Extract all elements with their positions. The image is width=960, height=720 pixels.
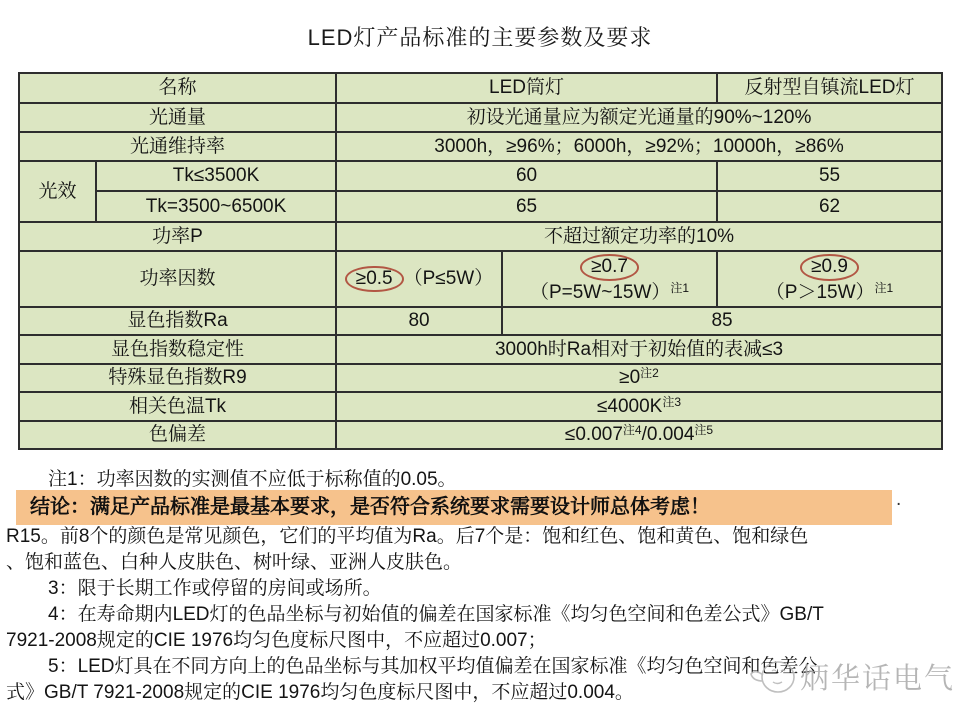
note-ref-3: 注3 [662,394,682,409]
table-row-cri [19,307,942,335]
note-ref-1: 注1 [874,280,894,295]
cell-flux-value: 初设光通量应为额定光通量的90%~120% [336,103,942,132]
covered-text-remnant: . [896,489,902,510]
table-row-name [19,73,942,103]
table-row-power-factor [19,251,942,307]
red-circle-annotation: ≥0.9 [800,254,859,281]
cell-efficacy-reflective-2: 62 [717,191,942,222]
cell-power-factor-label: 功率因数 [19,251,336,307]
red-circle-annotation: ≥0.5 [345,266,404,293]
watermark-text: 炳华话电气 [800,662,956,695]
red-circle-annotation: ≥0.7 [580,254,639,281]
table-row-cct [19,392,942,421]
cell-power-factor-3: ≥0.9 （P＞15W）$^{注1}$ [717,251,942,307]
cell-special-cri-value: ≥0$^{注2}$ [336,364,942,392]
led-standard-table [18,72,943,450]
note-2-r15-line-1: R15。前8个的颜色是常见颜色，它们的平均值为Ra。后7个是：饱和红色、饱和黄色、饱和绿色 [6,526,809,547]
note-ref-2: 注2 [640,366,659,381]
table-row-power [19,222,942,251]
table-row-flux-maintenance [19,132,942,161]
note-5-line-2: 式》GB/T 7921-2008规定的CIE 1976均匀色度标尺图中，不应超过0.004。 [6,682,634,703]
note-4-line-2: 7921-2008规定的CIE 1976均匀色度标尺图中，不应超过0.007； [6,630,547,651]
cell-cri-label: 显色指数Ra [19,307,336,335]
note-5-line-1: 5：LED灯具在不同方向上的色品坐标与其加权平均值偏差在国家标准《均匀色空间和色差公 [48,656,818,677]
cell-name-label: 名称 [19,73,336,103]
cell-efficacy-downlight-2: 65 [336,191,717,222]
table-row-special-cri [19,364,942,392]
cell-name-reflective-lamp: 反射型自镇流LED灯 [717,73,942,103]
cell-power-value: 不超过额定功率的10% [336,222,942,251]
note-ref-4: 注4 [622,423,642,438]
cell-efficacy-reflective-1: 55 [717,161,942,191]
cell-cct-label: 相关色温Tk [19,392,336,421]
cell-cct-value: ≤4000K$^{注3}$ [336,392,942,421]
cell-maintenance-label: 光通维持率 [19,132,336,161]
table-row-efficacy-2 [19,191,942,222]
watermark [748,654,955,698]
cell-special-cri-label: 特殊显色指数R9 [19,364,336,392]
note-3: 3：限于长期工作或停留的房间或场所。 [48,578,382,599]
cell-flux-label: 光通量 [19,103,336,132]
cell-cri-stability-label: 显色指数稳定性 [19,335,336,364]
page-title: LED灯产品标准的主要参数及要求 [307,25,653,50]
cell-power-label: 功率P [19,222,336,251]
cell-efficacy-label: 光效 [19,161,96,222]
note-ref-1: 注1 [670,280,690,295]
cell-cri-downlight: 80 [336,307,502,335]
cell-color-deviation-label: 色偏差 [19,421,336,449]
cell-maintenance-value: 3000h，≥96%；6000h，≥92%；10000h，≥86% [336,132,942,161]
table-row-cri-stability [19,335,942,364]
cell-efficacy-cond-1: Tk≤3500K [96,161,336,191]
note-2-r15-line-2: 、饱和蓝色、白种人皮肤色、树叶绿、亚洲人皮肤色。 [6,552,463,573]
table-row-efficacy-1 [19,161,942,191]
cell-efficacy-cond-2: Tk=3500~6500K [96,191,336,222]
cell-cri-reflective: 85 [502,307,942,335]
note-1: 注1：功率因数的实测值不应低于标称值的0.05。 [48,469,457,490]
cell-cri-stability-value: 3000h时Ra相对于初始值的表减≤3 [336,335,942,364]
speech-bubble-icon [748,654,800,698]
cell-efficacy-downlight-1: 60 [336,161,717,191]
table-row-luminous-flux [19,103,942,132]
cell-color-deviation-value: ≤0.007$^{注4}$/0.004$^{注5}$ [336,421,942,449]
table-row-color-deviation [19,421,942,449]
note-4-line-1: 4：在寿命期内LED灯的色品坐标与初始值的偏差在国家标准《均匀色空间和色差公式》GB/T [48,604,824,625]
cell-power-factor-1: ≥0.5 （P≤5W） [336,251,502,307]
cell-name-led-downlight: LED筒灯 [336,73,717,103]
note-ref-5: 注5 [694,423,714,438]
cell-power-factor-2: ≥0.7 （P=5W~15W）$^{注1}$ [502,251,717,307]
conclusion-highlight-bar: 结论：满足产品标准是最基本要求，是否符合系统要求需要设计师总体考虑！ [16,490,892,525]
